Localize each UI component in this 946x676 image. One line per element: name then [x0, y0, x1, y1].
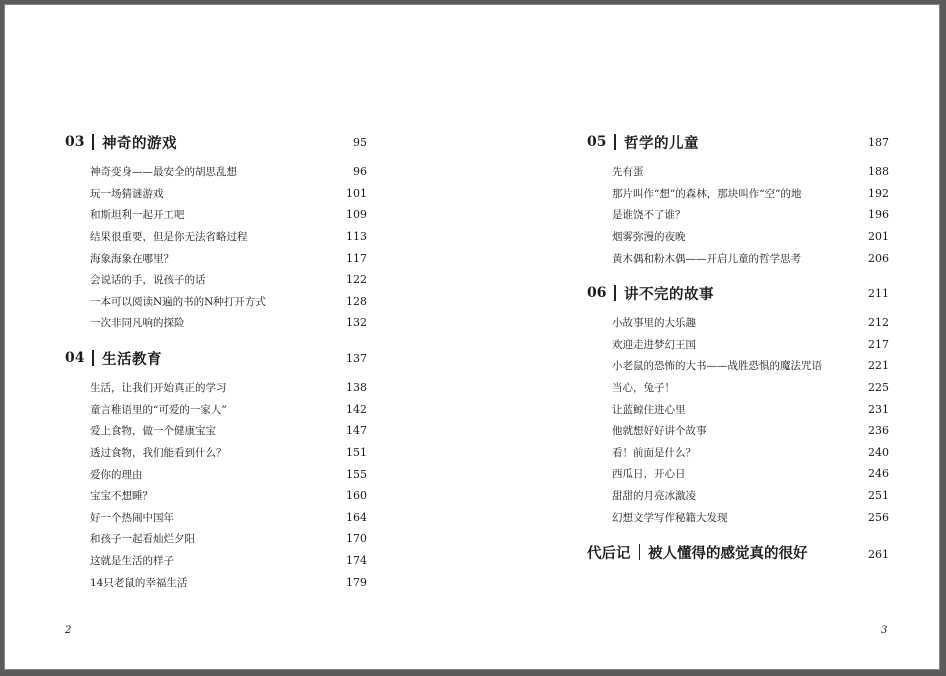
entry-title: 看！前面是什么？ — [612, 446, 696, 459]
toc-entry — [587, 204, 889, 226]
left-page — [5, 5, 473, 669]
entry-page: 192 — [868, 186, 889, 200]
entry-page: 122 — [346, 273, 367, 287]
chapter-page-number: 137 — [346, 351, 367, 365]
entry-title: 这就是生活的样子 — [90, 555, 174, 568]
toc-entry — [65, 507, 367, 529]
entry-page: 117 — [346, 251, 367, 265]
entry-title: 小老鼠的恐怖的大书——战胜恐惧的魔法咒语 — [612, 360, 822, 373]
toc-entry — [65, 204, 367, 226]
chapter-divider — [614, 285, 616, 301]
entry-page: 151 — [346, 446, 367, 460]
entry-title: 玩一场猜谜游戏 — [90, 187, 164, 200]
entry-page: 147 — [346, 424, 367, 438]
toc-entry — [65, 485, 367, 507]
chapter-divider — [614, 134, 616, 150]
entry-title: 西瓜日，开心日 — [612, 468, 686, 481]
entry-page: 138 — [346, 381, 367, 395]
toc-entry — [65, 463, 367, 485]
entry-page: 240 — [868, 445, 889, 459]
entry-title: 海象海象在哪里？ — [90, 252, 174, 265]
entry-page: 212 — [868, 316, 889, 330]
entry-title: 甜甜的月亮冰激凌 — [612, 490, 696, 503]
entry-title: 欢迎走进梦幻王国 — [612, 338, 696, 351]
toc-entry — [587, 161, 889, 183]
entry-page: 101 — [346, 186, 367, 200]
entry-title: 一次非同凡响的探险 — [90, 317, 185, 330]
entry-page: 251 — [868, 489, 889, 503]
entry-title: 神奇变身——最安全的胡思乱想 — [90, 166, 237, 179]
chapter-heading — [587, 129, 889, 155]
entry-title: 那片叫作“想”的森林，那块叫作“空”的地 — [612, 187, 802, 200]
toc-entry — [65, 312, 367, 334]
toc-entry — [65, 183, 367, 205]
chapter-heading — [65, 129, 367, 155]
toc-entry — [587, 312, 889, 334]
entry-page: 96 — [353, 165, 367, 179]
toc-entry — [587, 247, 889, 269]
entry-page: 179 — [346, 575, 367, 589]
entry-page: 188 — [868, 165, 889, 179]
entry-page: 142 — [346, 402, 367, 416]
chapter-title: 生活教育 — [101, 350, 162, 368]
entry-title: 黄木偶和粉木偶——开启儿童的哲学思考 — [612, 252, 801, 265]
chapter-number: 04 — [65, 350, 85, 366]
entry-title: 生活，让我们开始真正的学习 — [90, 382, 227, 395]
entry-title: 他就想好好讲个故事 — [612, 425, 707, 438]
toc-entry — [587, 334, 889, 356]
chapter-number: 05 — [587, 134, 607, 150]
toc-entry — [65, 269, 367, 291]
toc-entry — [587, 420, 889, 442]
chapter-04 — [65, 345, 367, 593]
entry-page: 231 — [868, 402, 889, 416]
toc-entry — [587, 463, 889, 485]
toc-entry — [587, 485, 889, 507]
entry-page: 113 — [346, 230, 367, 244]
entry-page: 109 — [346, 208, 367, 222]
toc-entry — [65, 377, 367, 399]
toc-entry — [587, 355, 889, 377]
chapter-06 — [587, 280, 889, 528]
toc-entry — [65, 420, 367, 442]
entry-page: 236 — [868, 424, 889, 438]
epilogue-label: 代后记 — [587, 544, 631, 562]
entry-title: 结果很重要，但是你无法省略过程 — [90, 231, 248, 244]
entry-page: 201 — [868, 230, 889, 244]
chapter-number: 06 — [587, 285, 607, 301]
chapter-heading — [65, 345, 367, 371]
entry-page: 206 — [868, 251, 889, 265]
chapter-page-number: 95 — [353, 135, 367, 149]
chapter-03 — [65, 129, 367, 334]
epilogue-page-number: 261 — [868, 548, 889, 561]
chapter-title: 神奇的游戏 — [101, 134, 177, 152]
epilogue-divider — [639, 544, 641, 560]
entry-title: 小故事里的大乐趣 — [612, 317, 696, 330]
epilogue-title: 被人懂得的感觉真的很好 — [648, 544, 808, 562]
entry-title: 童言稚语里的“可爱的一家人” — [90, 403, 227, 416]
chapter-heading — [587, 280, 889, 306]
entry-page: 196 — [868, 208, 889, 222]
chapter-divider — [92, 134, 94, 150]
chapter-05 — [587, 129, 889, 269]
entry-page: 217 — [868, 337, 889, 351]
entry-title: 宝宝不想睡？ — [90, 490, 153, 503]
right-page — [473, 5, 941, 669]
chapter-page-number: 187 — [868, 135, 889, 149]
page-folio: 2 — [65, 625, 72, 636]
entry-title: 爱上食物，做一个健康宝宝 — [90, 425, 216, 438]
entry-title: 幻想文学写作秘籍大发现 — [612, 511, 728, 524]
entry-title: 烟雾弥漫的夜晚 — [612, 231, 686, 244]
chapter-page-number: 211 — [868, 286, 889, 300]
chapter-number: 03 — [65, 134, 85, 150]
entry-page: 155 — [346, 467, 367, 481]
entry-title: 先有蛋 — [612, 166, 644, 179]
toc-entry — [65, 226, 367, 248]
toc-entry — [65, 442, 367, 464]
entry-title: 14只老鼠的幸福生活 — [90, 576, 188, 589]
toc-entry — [65, 571, 367, 593]
entry-title: 一本可以阅读N遍的书的N种打开方式 — [90, 295, 266, 308]
chapter-title: 哲学的儿童 — [623, 134, 699, 152]
toc-entry — [65, 161, 367, 183]
toc-entry — [65, 528, 367, 550]
entry-page: 256 — [868, 510, 889, 524]
toc-entry — [587, 442, 889, 464]
epilogue-heading — [587, 539, 889, 565]
entry-title: 是谁饶不了谁？ — [612, 209, 686, 222]
toc-entry — [65, 399, 367, 421]
entry-page: 160 — [346, 489, 367, 503]
entry-page: 164 — [346, 510, 367, 524]
entry-page: 128 — [346, 294, 367, 308]
entry-title: 和斯坦利一起开工吧 — [90, 209, 185, 222]
chapter-title: 讲不完的故事 — [623, 285, 714, 303]
toc-entry — [587, 377, 889, 399]
toc-entry — [587, 183, 889, 205]
toc-entry — [587, 398, 889, 420]
entry-title: 和孩子一起看灿烂夕阳 — [90, 533, 195, 546]
page-folio: 3 — [881, 625, 888, 636]
entry-page: 174 — [346, 554, 367, 568]
entry-title: 爱你的理由 — [90, 468, 143, 481]
entry-title: 会说话的手，说孩子的话 — [90, 274, 206, 287]
entry-title: 好一个热闹中国年 — [90, 511, 174, 524]
entry-title: 让蓝鲸住进心里 — [612, 403, 686, 416]
toc-entry — [65, 247, 367, 269]
book-spread — [4, 4, 940, 670]
entry-title: 透过食物，我们能看到什么？ — [90, 447, 227, 460]
toc-entry — [65, 550, 367, 572]
entry-page: 221 — [868, 359, 889, 373]
entry-page: 132 — [346, 316, 367, 330]
entry-page: 225 — [868, 381, 889, 395]
chapter-divider — [92, 350, 94, 366]
toc-entry — [65, 291, 367, 313]
entry-page: 170 — [346, 532, 367, 546]
toc-entry — [587, 506, 889, 528]
entry-title: 当心，兔子！ — [612, 382, 675, 395]
toc-entry — [587, 226, 889, 248]
entry-page: 246 — [868, 467, 889, 481]
